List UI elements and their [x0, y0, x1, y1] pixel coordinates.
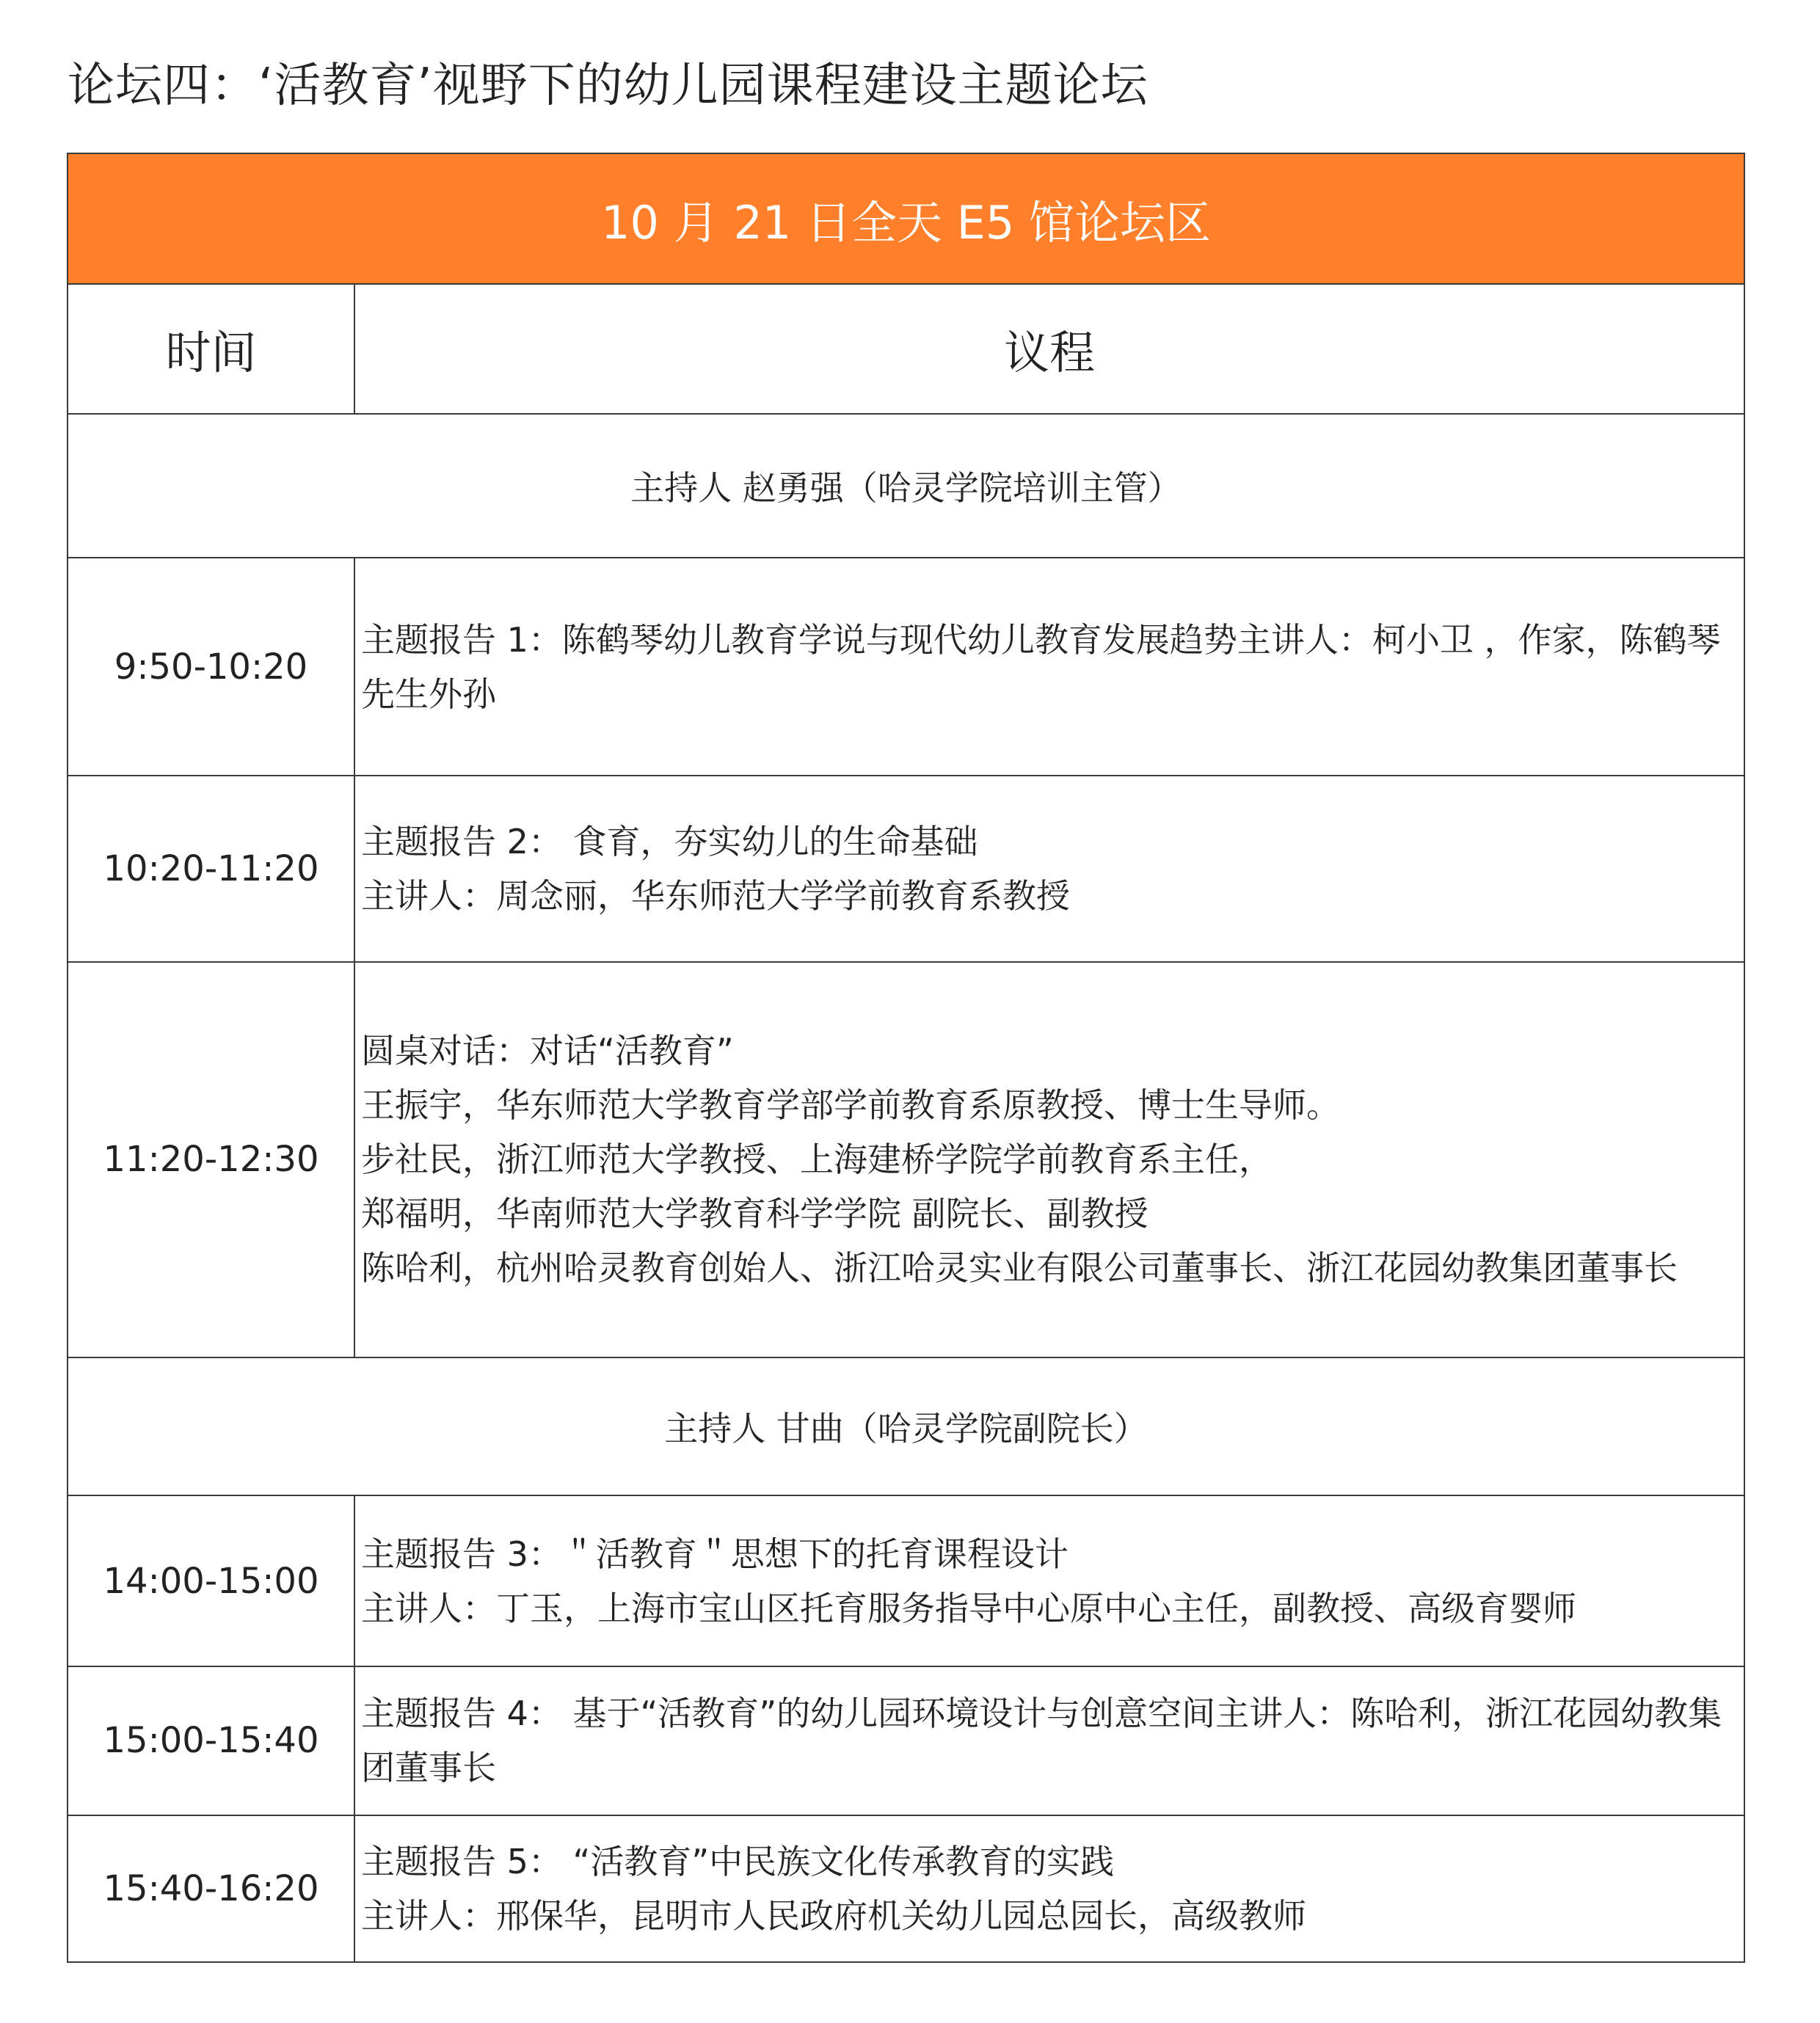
date-location-banner: 10 月 21 日全天 E5 馆论坛区 [68, 153, 1744, 284]
page-title: 论坛四：‘活教育’视野下的幼儿园课程建设主题论坛 [68, 59, 1149, 113]
agenda-line: 主题报告 1：陈鹤琴幼儿教育学说与现代幼儿教育发展趋势主讲人：柯小卫 ，作家，陈鹤琴先生外孙 [361, 619, 1721, 714]
agenda-line: 王振宇，华东师范大学教育学部学前教育系原教授、博士生导师。 [361, 1085, 1340, 1126]
header-row [68, 284, 1744, 413]
session-agenda [354, 1815, 1744, 1962]
agenda-column-header: 议程 [354, 284, 1744, 413]
session-row [68, 1815, 1744, 1962]
agenda-line: 主讲人：邢保华，昆明市人民政府机关幼儿园总园长，高级教师 [361, 1895, 1306, 1936]
agenda-line: 陈哈利，杭州哈灵教育创始人、浙江哈灵实业有限公司董事长、浙江花园幼教集团董事长 [361, 1248, 1678, 1288]
agenda-line: 圆桌对话：对话“活教育” [361, 1031, 734, 1071]
session-agenda [354, 776, 1744, 961]
agenda-line: 步社民，浙江师范大学教授、上海建桥学院学前教育系主任， [361, 1140, 1273, 1180]
session-row [68, 1495, 1744, 1666]
agenda-line: 主题报告 5： “活教育”中民族文化传承教育的实践 [361, 1841, 1115, 1881]
time-column-header: 时间 [68, 284, 354, 413]
host-cell: 主持人 赵勇强（哈灵学院培训主管） [68, 414, 1744, 558]
session-time: 15:40-16:20 [68, 1815, 354, 1962]
schedule-table [67, 153, 1745, 1963]
host-row [68, 414, 1744, 558]
session-time: 14:00-15:00 [68, 1495, 354, 1666]
agenda-line: 主题报告 3：＂活教育＂思想下的托育课程设计 [361, 1534, 1069, 1574]
agenda-line: 主讲人：丁玉，上海市宝山区托育服务指导中心原中心主任，副教授、高级育婴师 [361, 1588, 1576, 1628]
session-time: 15:00-15:40 [68, 1666, 354, 1815]
host-cell: 主持人 甘曲（哈灵学院副院长） [68, 1357, 1744, 1495]
session-time: 9:50-10:20 [68, 558, 354, 776]
session-row [68, 962, 1744, 1357]
session-row [68, 558, 1744, 776]
session-agenda [354, 1495, 1744, 1666]
host-row [68, 1357, 1744, 1495]
session-row [68, 1666, 1744, 1815]
agenda-line: 主题报告 2： 食育，夯实幼儿的生命基础 [361, 822, 978, 862]
session-agenda [354, 558, 1744, 776]
agenda-line: 主讲人：周念丽，华东师范大学学前教育系教授 [361, 876, 1070, 916]
session-agenda [354, 962, 1744, 1357]
session-time: 10:20-11:20 [68, 776, 354, 961]
session-time: 11:20-12:30 [68, 962, 354, 1357]
agenda-line: 主题报告 4： 基于“活教育”的幼儿园环境设计与创意空间主讲人：陈哈利，浙江花园幼教集团董事长 [361, 1694, 1722, 1788]
agenda-line: 郑福明，华南师范大学教育科学学院 副院长、副教授 [361, 1194, 1149, 1234]
session-agenda [354, 1666, 1744, 1815]
session-row [68, 776, 1744, 961]
banner-row [68, 153, 1744, 284]
